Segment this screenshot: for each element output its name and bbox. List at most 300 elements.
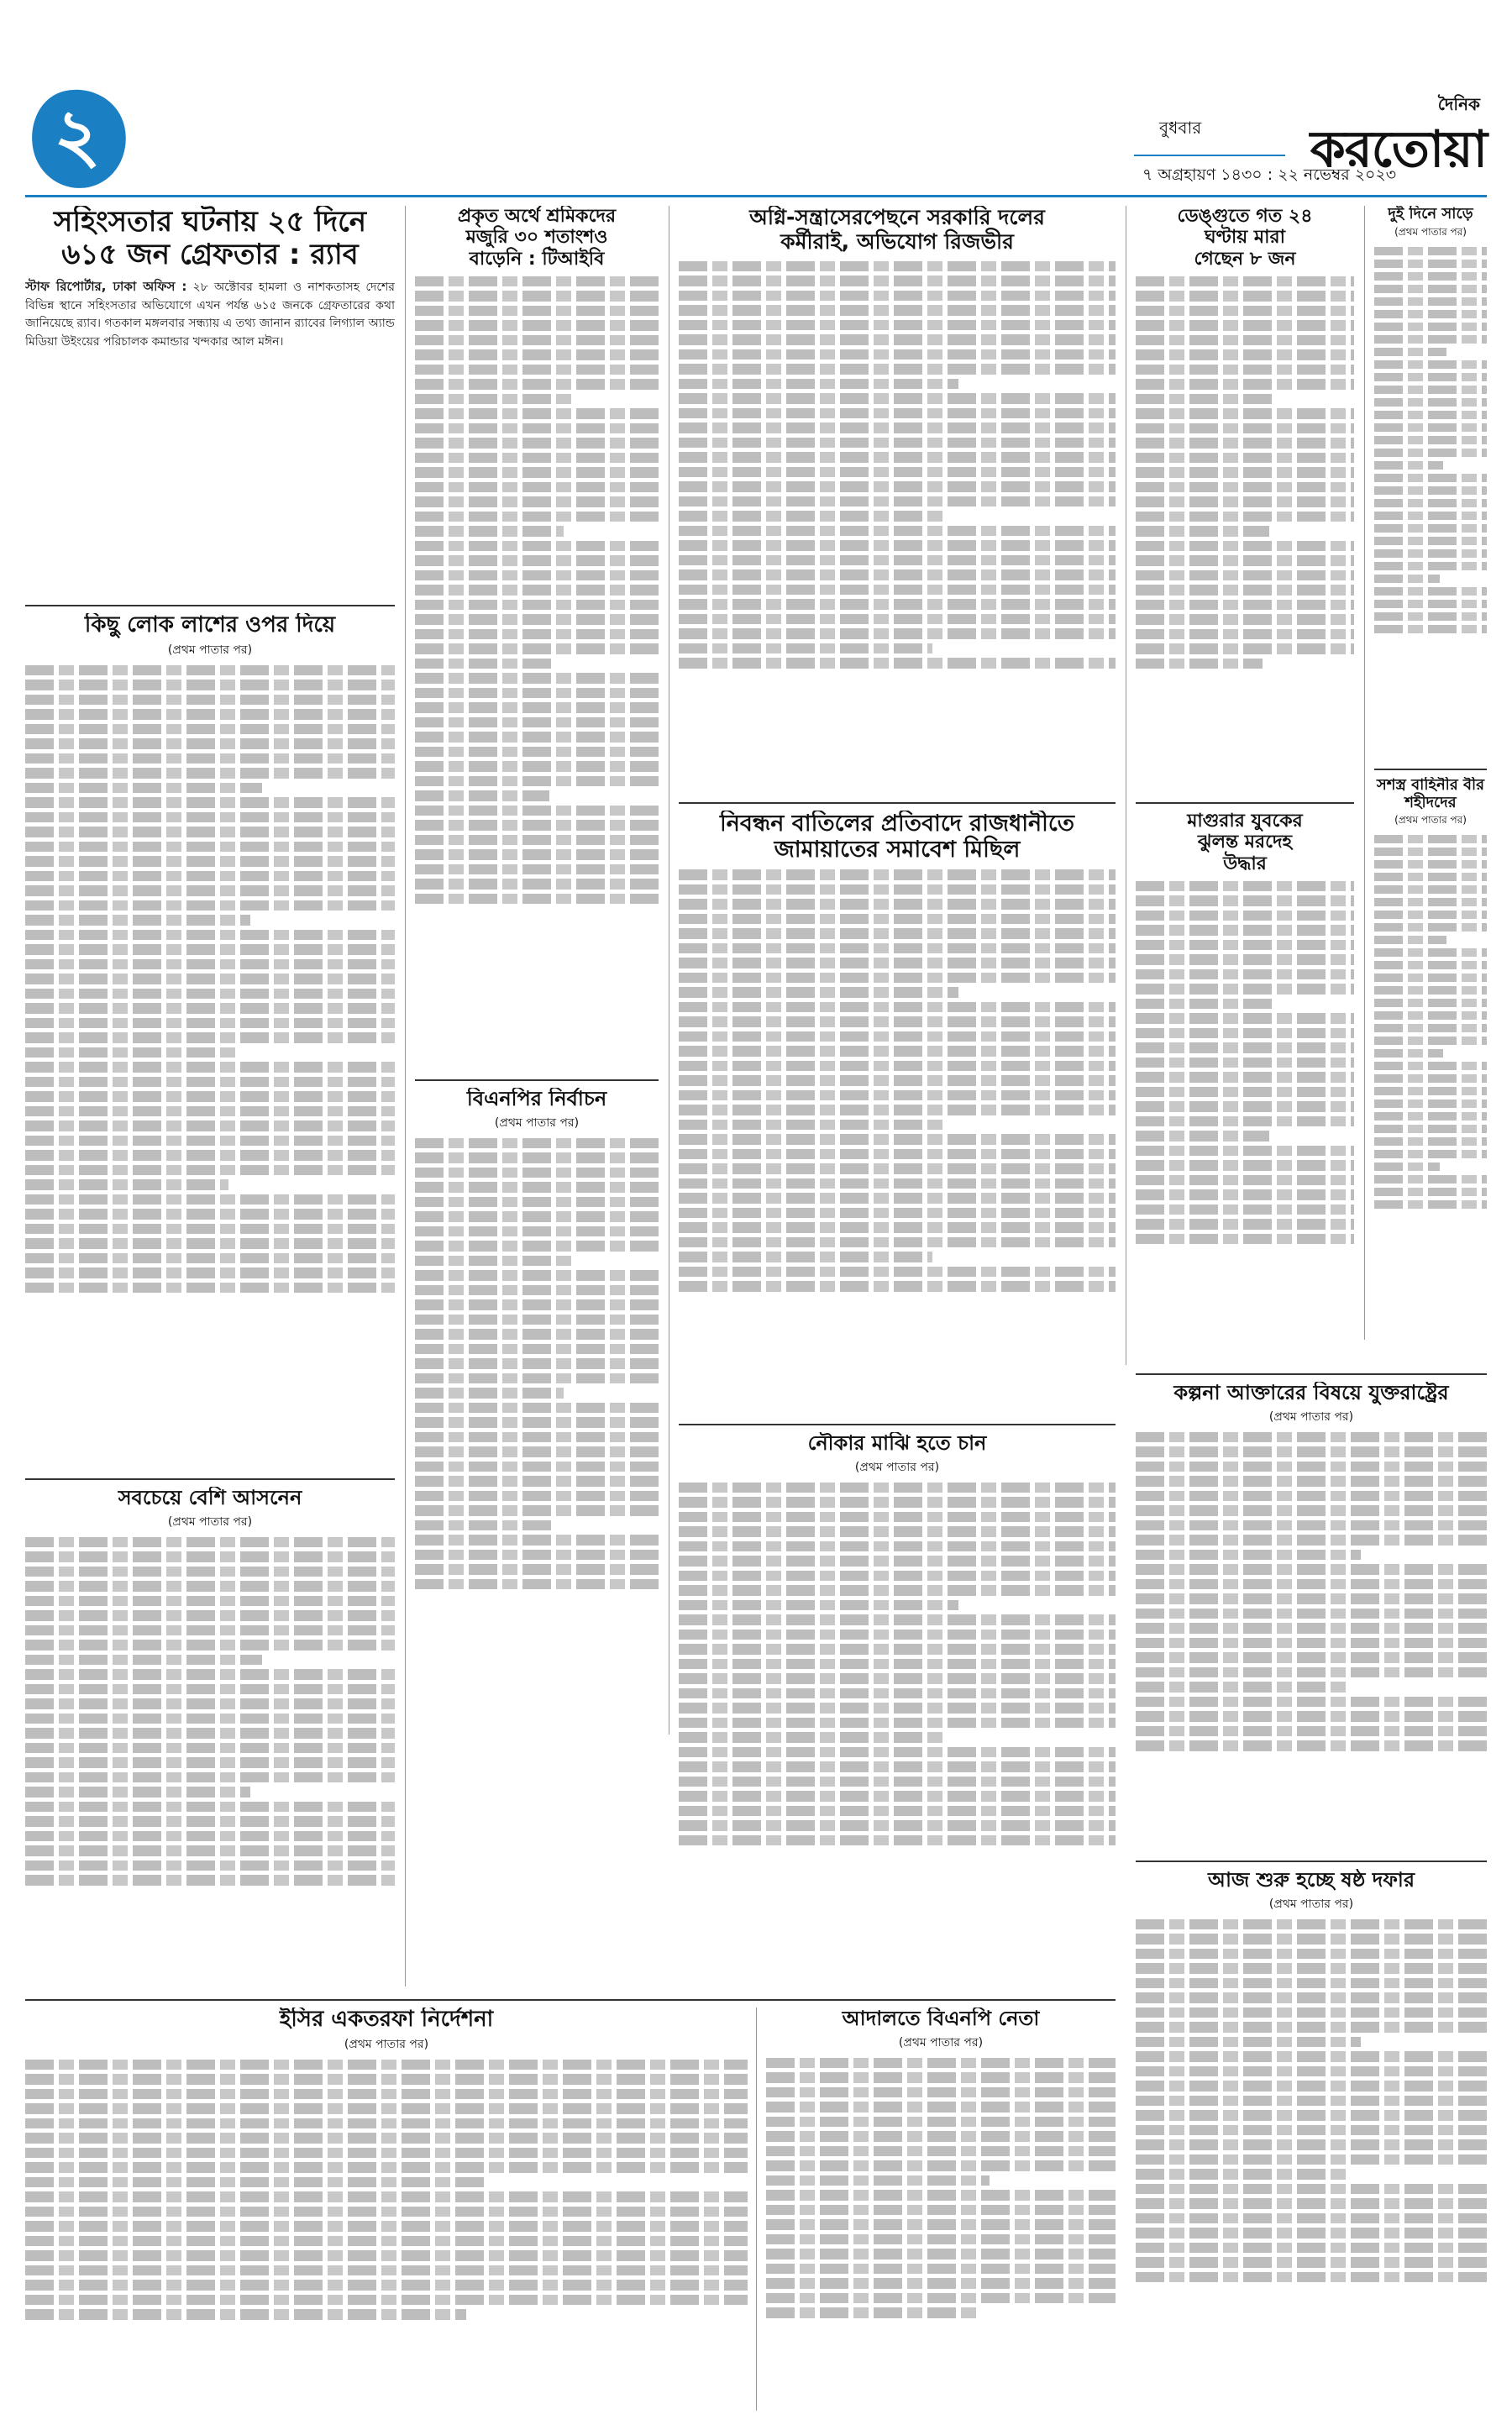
headline: মজুরি ৩০ শতাংশও [465,227,608,249]
text-line [25,724,395,735]
text-line [25,2074,748,2085]
text-line [415,276,659,287]
text-line [1374,1087,1487,1095]
text-line [415,1388,564,1399]
continued-label: (প্রথম পাতার পর) [1268,1409,1354,1424]
text-line [415,1182,659,1193]
text-line [25,2118,748,2129]
article-armed-forces [1374,777,1487,1340]
text-line [679,1222,1116,1233]
text-line [415,379,659,390]
text-line [1374,1150,1487,1158]
article-dengue [1136,206,1354,794]
continued-label: (প্রথম পাতার পর) [167,1514,253,1529]
text-line [415,1476,659,1487]
text-line [679,496,1116,507]
text-line [1374,1100,1487,1108]
text-line [25,1047,239,1058]
text-line [1136,969,1354,980]
text-line [25,871,395,882]
text-line [1374,1200,1487,1209]
text-line [1374,1011,1487,1020]
article-body [766,2058,1116,2318]
text-line [25,2148,748,2159]
text-line [415,1329,659,1340]
text-line [25,989,395,1000]
text-line [25,1253,395,1264]
article-jamaat [679,811,1116,1415]
text-line [415,1256,571,1267]
text-line [415,438,659,449]
text-line [679,1483,1116,1493]
text-line [1374,512,1487,520]
text-line [766,2058,1116,2069]
text-line [415,1579,659,1590]
text-line [25,827,395,837]
text-line [25,680,395,690]
text-line [1136,1505,1487,1516]
text-line [1136,482,1354,493]
headline: সহিংসতার ঘটনায় ২৫ দিনে [53,206,367,239]
text-line [679,1497,1116,1508]
text-line [1136,2008,1487,2018]
text-line [679,1178,1116,1189]
text-line [1374,1125,1487,1133]
text-line [1374,625,1487,633]
text-line [1136,2110,1487,2121]
text-line [415,673,659,684]
article-sixth-phase [1136,1869,1487,2406]
text-line [1374,1175,1487,1184]
text-line [766,2278,1116,2289]
text-line [679,1193,1116,1204]
text-line [415,1211,659,1222]
text-line [415,1403,659,1414]
text-line [25,1596,395,1607]
text-line [679,1016,1116,1027]
text-line [25,1003,395,1014]
text-line [1374,1112,1487,1121]
text-line [1136,1963,1487,1974]
text-line [1136,1550,1361,1561]
text-line [1374,297,1487,306]
article-body [1136,881,1354,1245]
text-line [1136,453,1354,464]
text-line [25,2191,748,2202]
text-line [25,2060,748,2070]
text-line [415,1520,556,1531]
text-line [1136,1072,1354,1083]
masthead-day: বুধবার [1159,118,1202,138]
text-line [679,511,945,522]
page-number-badge [25,84,134,193]
text-line [679,320,1116,331]
text-line [25,738,395,749]
text-line [679,1732,945,1743]
text-line [415,1462,659,1472]
text-line [679,291,1116,302]
text-line [25,1018,395,1029]
text-line [415,732,659,743]
text-line [1136,881,1354,892]
text-line [1136,954,1354,965]
text-line [1136,1219,1354,1230]
text-line [25,2177,487,2188]
headline: কিছু লোক লাশের ওপর দিয়ে [84,613,336,638]
text-line [1136,1919,1487,1930]
text-line [415,555,659,566]
headline: উদ্ধার [1223,853,1267,874]
text-line [415,835,659,846]
text-line [415,320,659,331]
text-line [1136,394,1275,405]
text-line [766,2087,1116,2098]
text-line [415,291,659,302]
text-line [679,305,1116,316]
text-line [1136,1175,1354,1186]
text-line [1374,848,1487,856]
text-line [1374,549,1487,558]
text-line [1374,911,1487,919]
text-line [1136,1042,1354,1053]
text-line [1374,961,1487,969]
text-line [1374,1074,1487,1083]
text-line [25,1567,395,1577]
text-line [1136,1949,1487,1960]
text-line [25,1757,395,1768]
text-line [679,1281,1116,1292]
text-line [679,422,1116,433]
text-line [25,1238,395,1249]
text-line [1374,411,1487,419]
text-line [766,2102,1116,2112]
text-line [679,643,932,654]
text-line [415,717,659,728]
text-line [1136,306,1354,317]
text-line [679,928,1116,939]
divider [25,1999,1116,2001]
text-line [415,1446,659,1457]
byline: স্টাফ রিপোর্টার, ঢাকা অফিস : [25,279,187,295]
text-line [25,1224,395,1235]
text-line [415,629,659,640]
text-line [1374,974,1487,982]
text-line [25,1684,395,1695]
text-line [679,958,1116,968]
text-line [679,1556,1116,1567]
text-line [679,1777,1116,1787]
text-line [25,1077,395,1088]
continued-label: (প্রথম পাতার পর) [854,1460,940,1474]
text-line [1136,1160,1354,1171]
text-line [1136,423,1354,434]
text-line [679,1237,1116,1248]
article-most-seats [25,1487,395,1991]
text-line [1136,408,1354,419]
text-line [1136,2037,1361,2048]
text-line [679,481,1116,492]
continued-label: (প্রথম পাতার পর) [1394,225,1467,238]
text-line [1136,349,1354,360]
text-line [766,2146,1116,2157]
text-line [25,2207,748,2217]
text-line [415,1491,659,1502]
text-line [1136,2228,1487,2238]
article-hanging [1136,811,1354,1365]
text-line [25,1816,395,1827]
headline: মাগুরার যুবকের [1187,811,1303,832]
divider [25,605,395,606]
text-line [1374,360,1487,369]
text-line [415,1535,659,1546]
text-line [1374,1062,1487,1070]
text-line [1136,1638,1487,1649]
text-line [679,1644,1116,1655]
text-line [25,1136,395,1147]
article-two-days [1374,206,1487,760]
text-line [415,482,659,493]
text-line [25,1106,395,1117]
text-line [1136,2051,1487,2062]
text-line [1136,1697,1487,1708]
text-line [1136,1579,1487,1590]
headline: নিবন্ধন বাতিলের প্রতিবাদে রাজধানীতে [720,811,1074,837]
headline: আজ শুরু হচ্ছে ষষ্ঠ দফার [1207,1869,1415,1892]
text-line [766,2160,1116,2171]
column-divider [405,206,406,1987]
text-line [1136,365,1354,375]
text-line [679,569,1116,580]
text-line [25,2265,748,2276]
text-line [679,884,1116,895]
text-line [25,665,395,676]
text-line [1374,562,1487,570]
text-line [1136,320,1354,331]
text-line [1374,323,1487,331]
text-line [1136,1234,1354,1245]
text-line [766,2175,990,2186]
text-line [1136,2198,1487,2209]
text-line [1374,999,1487,1007]
text-line [25,1728,395,1739]
text-line [25,2089,748,2100]
text-line [1136,1101,1354,1112]
article-body [679,1483,1116,1846]
text-line [25,2250,748,2261]
text-line [25,1831,395,1842]
text-line [415,776,659,787]
text-line [679,467,1116,478]
text-line [1136,1205,1354,1215]
text-line [25,1150,395,1161]
text-line [25,768,395,779]
text-line [766,2234,1116,2245]
text-line [1374,587,1487,596]
text-line [25,1861,395,1871]
text-line [1136,940,1354,951]
masthead-date: ৭ অগ্রহায়ণ ১৪৩০ : ২২ নভেম্বর ২০২৩ [1142,165,1397,184]
text-line [679,1791,1116,1802]
text-line [25,959,395,970]
article-body [679,869,1116,1292]
text-line [1136,570,1354,581]
text-line [1374,449,1487,457]
text-line [25,1875,395,1886]
text-line [25,695,395,706]
text-line [1136,2213,1487,2224]
page-number: ২ [54,94,101,178]
article-body [25,665,395,1294]
text-line [1136,1146,1354,1157]
text-line [1136,999,1275,1010]
text-line [679,1208,1116,1219]
text-line [25,974,395,984]
text-line [766,2249,1116,2259]
text-line [679,1659,1116,1670]
text-line [25,1551,395,1562]
text-line [1136,895,1354,906]
text-line [1374,260,1487,268]
text-line [679,1526,1116,1537]
text-line [1136,1623,1487,1634]
text-line [415,879,659,890]
text-line [766,2190,1116,2201]
article-body [25,1537,395,1886]
text-line [415,1373,659,1384]
text-line [25,1032,395,1043]
text-line [679,261,1116,272]
headline: ঘণ্টায় মারা [1205,227,1285,249]
text-line [1136,438,1354,449]
text-line [1374,1037,1487,1045]
headline: গেছেন ৮ জন [1194,248,1296,270]
article-lead: ২৮ অক্টোবর হামলা ও নাশকতাসহ দেশের বিভিন্ন স্থানে সহিংসতার অভিযোগে এখন পর্যন্ত ৬১৫ জনকে গ্রেফতারের কথা জানিয়েছে র‌্যাব। গতকাল মঙ্গলবার সন্ধ্যায় এ তথ্য জানান র‌্যাবের লিগ্যাল অ্যান্ড মিডিয়া উইংয়ের পরিচালক কমান্ডার খন্দকার আল মঈন। [25,281,395,349]
text-line [415,1432,659,1443]
text-line [1136,643,1354,654]
text-line [25,2103,748,2114]
text-line [25,2221,748,2232]
headline: কল্পনা আক্তারের বিষয়ে যুক্তরাষ্ট্রের [1173,1382,1449,1404]
text-line [415,790,549,801]
text-line [25,900,395,911]
text-line [1374,537,1487,545]
text-line [766,2264,1116,2275]
text-line [1136,1711,1487,1722]
text-line [679,1002,1116,1013]
headline: সবচেয়ে বেশি আসনেন [118,1487,302,1509]
text-line [415,1358,659,1369]
text-line [1136,2184,1487,2195]
text-line [25,783,262,794]
text-line [1374,247,1487,255]
headline: ডেঙ্গুতে গত ২৪ [1177,206,1313,227]
text-line [415,423,659,434]
text-line [415,688,659,699]
text-line [1136,2154,1487,2165]
masthead [25,84,1487,193]
text-line [1374,423,1487,432]
text-line [1136,1116,1354,1127]
text-line [679,1046,1116,1057]
text-line [1136,984,1354,995]
article-arson [679,206,1116,794]
text-line [679,334,1116,345]
text-line [25,1581,395,1592]
text-line [25,2133,748,2144]
text-line [415,1315,659,1325]
text-line [1136,1491,1487,1502]
text-line [25,1698,395,1709]
text-line [1374,885,1487,894]
text-line [679,1747,1116,1758]
headline: দুই দিনে সাড়ে [1388,206,1473,223]
text-line [25,885,395,896]
text-line [415,747,659,758]
text-line [679,1761,1116,1772]
text-line [1136,2096,1487,2107]
text-line [25,1655,262,1666]
text-line [1374,936,1446,944]
text-line [679,1031,1116,1042]
text-line [1374,373,1487,381]
text-line [1374,486,1487,495]
text-line [1136,600,1354,611]
text-line [1136,1446,1487,1457]
text-line [1136,1189,1354,1200]
text-line [415,1241,659,1252]
text-line [25,1787,250,1798]
divider [1374,769,1487,770]
text-line [1136,1476,1487,1487]
text-line [1136,629,1354,640]
text-line [679,1075,1116,1086]
headline: আদালতে বিএনপি নেতা [842,2008,1040,2030]
text-line [679,1061,1116,1072]
text-line [1136,1462,1487,1472]
text-line [1374,948,1487,957]
divider [679,1424,1116,1425]
text-line [679,438,1116,449]
text-line [1374,612,1487,621]
text-line [1136,512,1354,522]
text-line [1374,1163,1440,1171]
text-line [1136,1992,1487,2003]
text-line [679,599,1116,610]
text-line [679,1134,1116,1145]
text-line [1374,386,1487,394]
text-line [25,944,395,955]
text-line [1374,461,1443,470]
text-line [679,1105,1116,1115]
text-line [1136,291,1354,302]
text-line [679,658,1116,669]
article-bnp-election [415,1088,659,1730]
text-line [1136,1740,1487,1751]
text-line [1136,2081,1487,2091]
text-line [415,1564,659,1575]
text-line [415,408,659,419]
text-line [415,1550,659,1561]
text-line [1374,524,1487,533]
text-line [1136,614,1354,625]
text-line [679,276,1116,286]
text-line [1136,1934,1487,1945]
text-line [415,1505,659,1516]
article-boat [679,1432,1116,1970]
text-line [679,349,1116,360]
text-line [415,335,659,346]
text-line [415,1138,659,1149]
